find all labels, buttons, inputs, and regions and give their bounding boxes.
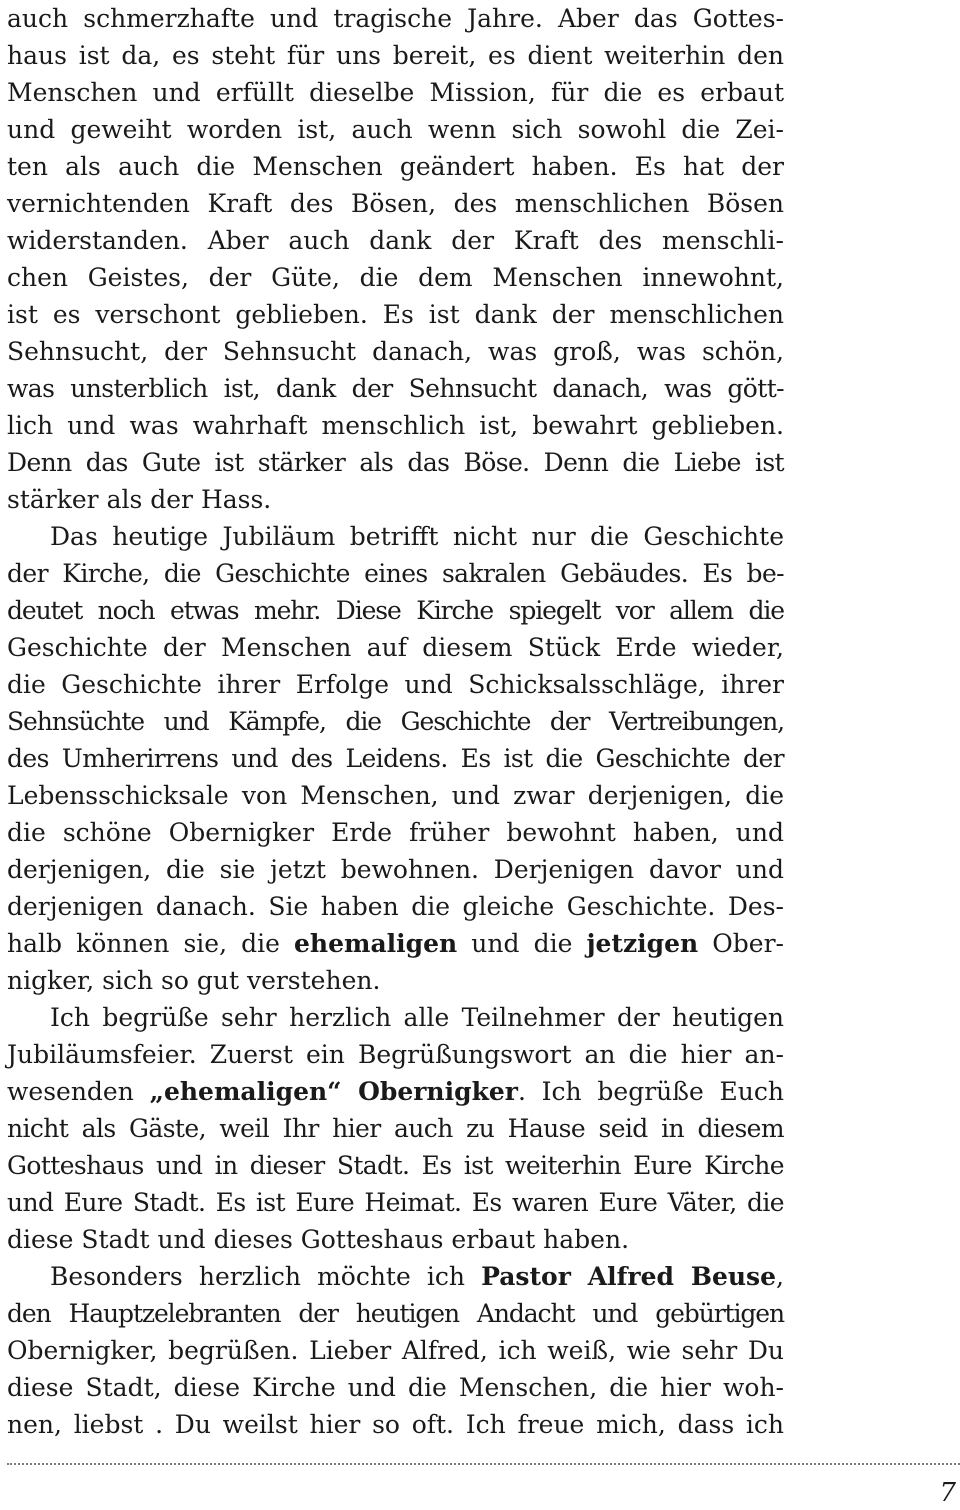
text-line: die Geschichte ihrer Erfolge und Schicksalsschläge, ihrer: [7, 670, 784, 699]
text-line: nicht als Gäste, weil Ihr hier auch zu Hause seid in diesem: [7, 1114, 784, 1143]
text-line: nigker, sich so gut verstehen.: [7, 966, 381, 995]
text-line: was unsterblich ist, dank der Sehnsucht danach, was gött-: [7, 374, 784, 403]
text-line: nen, liebst . Du weilst hier so oft. Ich freue mich, dass ich: [7, 1410, 784, 1439]
text-line: den Hauptzelebranten der heutigen Andacht und gebürtigen: [7, 1299, 784, 1328]
text-line: derjenigen danach. Sie haben die gleiche Geschichte. Des-: [7, 892, 784, 921]
text-line: Ich begrüße sehr herzlich alle Teilnehmer der heutigen: [50, 1003, 784, 1032]
text-line: Geschichte der Menschen auf diesem Stück Erde wieder,: [7, 633, 784, 662]
line-text: und die: [457, 929, 587, 958]
text-line: widerstanden. Aber auch dank der Kraft des menschli-: [7, 226, 784, 255]
line-text: ,: [776, 1262, 784, 1291]
text-line: stärker als der Hass.: [7, 485, 272, 514]
text-line: Menschen und erfüllt dieselbe Mission, für die es erbaut: [7, 78, 784, 107]
text-line: Lebensschicksale von Menschen, und zwar derjenigen, die: [7, 781, 784, 810]
text-line: Sehnsüchte und Kämpfe, die Geschichte der Vertreibungen,: [7, 707, 784, 736]
text-line: [7, 1258, 784, 1295]
text-line: Sehnsucht, der Sehnsucht danach, was groß, was schön,: [7, 337, 784, 366]
text-line: Denn das Gute ist stärker als das Böse. Denn die Liebe ist: [7, 448, 784, 477]
text-line: derjenigen, die sie jetzt bewohnen. Derjenigen davor und: [7, 855, 784, 884]
text-line: auch schmerzhafte und tragische Jahre. Aber das Gottes-: [7, 4, 784, 33]
text-line: des Umherirrens und des Leidens. Es ist die Geschichte der: [7, 744, 784, 773]
text-line: deutet noch etwas mehr. Diese Kirche spiegelt vor allem die: [7, 596, 784, 625]
line-text: Ober-: [698, 929, 784, 958]
text-line: Das heutige Jubiläum betrifft nicht nur die Geschichte: [50, 522, 784, 551]
text-line: diese Stadt und dieses Gotteshaus erbaut haben.: [7, 1225, 630, 1254]
emphasis-text: „ehemaligen“ Obernigker: [149, 1077, 518, 1106]
emphasis-text: jetzigen: [586, 929, 699, 958]
emphasis-text: ehemaligen: [294, 929, 458, 958]
text-line: Obernigker, begrüßen. Lieber Alfred, ich weiß, wie sehr Du: [7, 1336, 784, 1365]
text-line: Gotteshaus und in dieser Stadt. Es ist weiterhin Eure Kirche: [7, 1151, 784, 1180]
page-number: 7: [939, 1478, 956, 1508]
text-line: [7, 925, 784, 962]
text-line: diese Stadt, diese Kirche und die Menschen, die hier woh-: [7, 1373, 784, 1402]
emphasis-text: Pastor Alfred Beuse: [481, 1262, 777, 1291]
body-text: [7, 0, 784, 1443]
line-text: wesenden: [7, 1077, 150, 1106]
text-line: lich und was wahrhaft menschlich ist, bewahrt geblieben.: [7, 411, 784, 440]
text-line: und Eure Stadt. Es ist Eure Heimat. Es waren Eure Väter, die: [7, 1188, 784, 1217]
text-line: Jubiläumsfeier. Zuerst ein Begrüßungswort an die hier an-: [7, 1040, 784, 1069]
text-line: haus ist da, es steht für uns bereit, es dient weiterhin den: [7, 41, 784, 70]
text-line: ist es verschont geblieben. Es ist dank der menschlichen: [7, 300, 784, 329]
text-line: und geweiht worden ist, auch wenn sich sowohl die Zei-: [7, 115, 784, 144]
line-text: . Ich begrüße Euch: [517, 1077, 785, 1106]
text-line: der Kirche, die Geschichte eines sakralen Gebäudes. Es be-: [7, 559, 784, 588]
text-line: [7, 1073, 784, 1110]
text-line: ten als auch die Menschen geändert haben. Es hat der: [7, 152, 784, 181]
footer-divider: [7, 1463, 960, 1465]
text-line: vernichtenden Kraft des Bösen, des menschlichen Bösen: [7, 189, 784, 218]
text-line: chen Geistes, der Güte, die dem Menschen innewohnt,: [7, 263, 784, 292]
line-text: halb können sie, die: [7, 929, 294, 958]
line-text: Besonders herzlich möchte ich: [50, 1262, 482, 1291]
text-line: die schöne Obernigker Erde früher bewohnt haben, und: [7, 818, 784, 847]
